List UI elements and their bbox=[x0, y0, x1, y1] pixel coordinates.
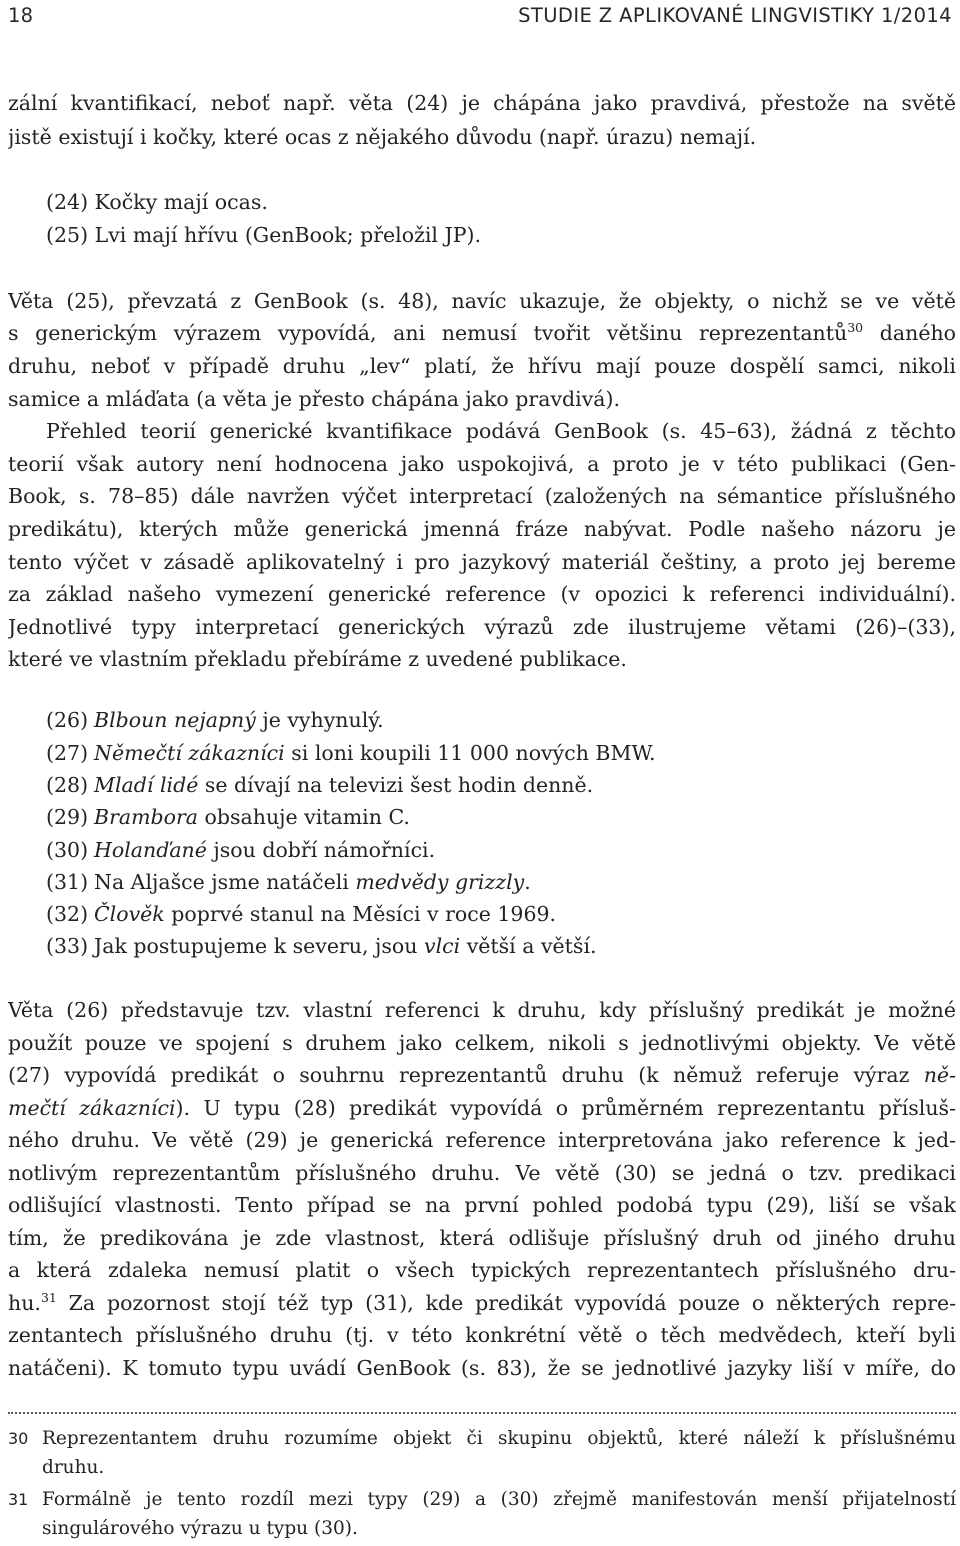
text-line: notlivým reprezentantům příslušného druhu. Ve větě (30) se jedná o tzv. predikaci bbox=[8, 1161, 956, 1185]
footnote-ref-31[interactable]: 31 bbox=[40, 1290, 57, 1305]
text-line: teorií však autory není hodnocena jako uspokojivá, a proto je v této publikaci (Gen- bbox=[8, 452, 956, 476]
example-31: (31) Na Aljašce jsme natáčeli medvědy grizzly. bbox=[46, 870, 531, 894]
footnote-number-31: 31 bbox=[8, 1490, 29, 1509]
text-line: ného druhu. Ve větě (29) je generická reference interpretována jako reference k jed- bbox=[8, 1128, 956, 1152]
example-24: (24) Kočky mají ocas. bbox=[46, 190, 268, 214]
example-32: (32) Člověk poprvé stanul na Měsíci v roce 1969. bbox=[46, 902, 557, 926]
footnote-number-30: 30 bbox=[8, 1429, 29, 1448]
example-26: (26) Blboun nejapný je vyhynulý. bbox=[46, 708, 384, 732]
footnote-31-line: Formálně je tento rozdíl mezi typy (29) a (30) zřejmě manifestován menší přijatelností bbox=[42, 1489, 956, 1510]
footnote-30-line: Reprezentantem druhu rozumíme objekt či skupinu objektů, které náleží k příslušnému bbox=[42, 1428, 956, 1449]
text-line: mečtí zákazníci). U typu (28) predikát vypovídá o průměrném reprezentantu přísluš- bbox=[8, 1096, 956, 1120]
footnote-separator bbox=[8, 1412, 956, 1414]
text-line: které ve vlastním překladu přebíráme z uvedené publikace. bbox=[8, 647, 627, 671]
example-25: (25) Lvi mají hřívu (GenBook; přeložil JP). bbox=[46, 223, 482, 247]
text-line: zální kvantifikací, neboť např. věta (24) je chápána jako pravdivá, přestože na světě bbox=[8, 91, 956, 115]
text-line: Přehled teorií generické kvantifikace podává GenBook (s. 45–63), žádná z těchto bbox=[46, 419, 956, 443]
text-line: Book, s. 78–85) dále navržen výčet interpretací (založených na sémantice příslušného bbox=[8, 484, 956, 508]
page-number: 18 bbox=[8, 4, 34, 27]
text-line: (27) vypovídá predikát o souhrnu reprezentantů druhu (k němuž referuje výraz ně- bbox=[8, 1063, 956, 1087]
example-33: (33) Jak postupujeme k severu, jsou vlci větší a větší. bbox=[46, 934, 597, 958]
running-title: STUDIE Z APLIKOVANÉ LINGVISTIKY 1/2014 bbox=[518, 4, 952, 27]
footnote-31-line: singulárového výrazu u typu (30). bbox=[42, 1518, 358, 1539]
example-30: (30) Holanďané jsou dobří námořníci. bbox=[46, 838, 436, 862]
text-line: Věta (26) představuje tzv. vlastní referenci k druhu, kdy příslušný predikát je možné bbox=[8, 998, 956, 1022]
footnote-30-line: druhu. bbox=[42, 1457, 105, 1478]
page-header bbox=[8, 4, 952, 30]
example-27: (27) Němečtí zákazníci si loni koupili 11 000 nových BMW. bbox=[46, 741, 656, 765]
example-28: (28) Mladí lidé se dívají na televizi šest hodin denně. bbox=[46, 773, 594, 797]
text-line: Věta (25), převzatá z GenBook (s. 48), navíc ukazuje, že objekty, o nichž se ve větě bbox=[8, 289, 956, 313]
text-line: tím, že predikována je zde vlastnost, která odlišuje příslušný druh od jiného druhu bbox=[8, 1226, 956, 1250]
text-line: druhu, neboť v případě druhu „lev“ platí, že hřívu mají pouze dospělí samci, nikoli bbox=[8, 354, 956, 378]
text-line: a která zdaleka nemusí platit o všech typických reprezentantech příslušného dru- bbox=[8, 1258, 956, 1282]
text-line: zentantech příslušného druhu (tj. v této konkrétní větě o těch medvědech, kteří byli bbox=[8, 1323, 956, 1347]
text-line: tento výčet v zásadě aplikovatelný i pro jazykový materiál češtiny, a proto jej bereme bbox=[8, 550, 956, 574]
text-line: použít pouze ve spojení s druhem jako celkem, nikoli s jednotlivými objekty. Ve větě bbox=[8, 1031, 956, 1055]
text-line: jistě existují i kočky, které ocas z nějakého důvodu (např. úrazu) nemají. bbox=[8, 125, 757, 149]
text-line: hu.$^{31}$ Za pozornost stojí též typ (31), kde predikát vypovídá pouze o některých repre- bbox=[8, 1290, 956, 1315]
text-line: predikátu), kterých může generická jmenná fráze nabývat. Podle našeho názoru je bbox=[8, 517, 956, 541]
footnote-ref-30[interactable]: 30 bbox=[847, 320, 864, 335]
text-line: samice a mláďata (a věta je přesto chápána jako pravdivá). bbox=[8, 387, 621, 411]
text-line: Jednotlivé typy interpretací generických výrazů zde ilustrujeme větami (26)–(33), bbox=[8, 615, 956, 639]
text-line: odlišující vlastnosti. Tento případ se na první pohled podobá typu (29), liší se však bbox=[8, 1193, 956, 1217]
example-29: (29) Brambora obsahuje vitamin C. bbox=[46, 805, 410, 829]
text-line: s generickým výrazem vypovídá, ani nemusí tvořit většinu reprezentantů$^{30}$ daného bbox=[8, 320, 956, 345]
text-line: za základ našeho vymezení generické reference (v opozici k referenci individuální). bbox=[8, 582, 956, 606]
text-line: natáčeni). K tomuto typu uvádí GenBook (s. 83), že se jednotlivé jazyky liší v míře, do bbox=[8, 1356, 956, 1380]
